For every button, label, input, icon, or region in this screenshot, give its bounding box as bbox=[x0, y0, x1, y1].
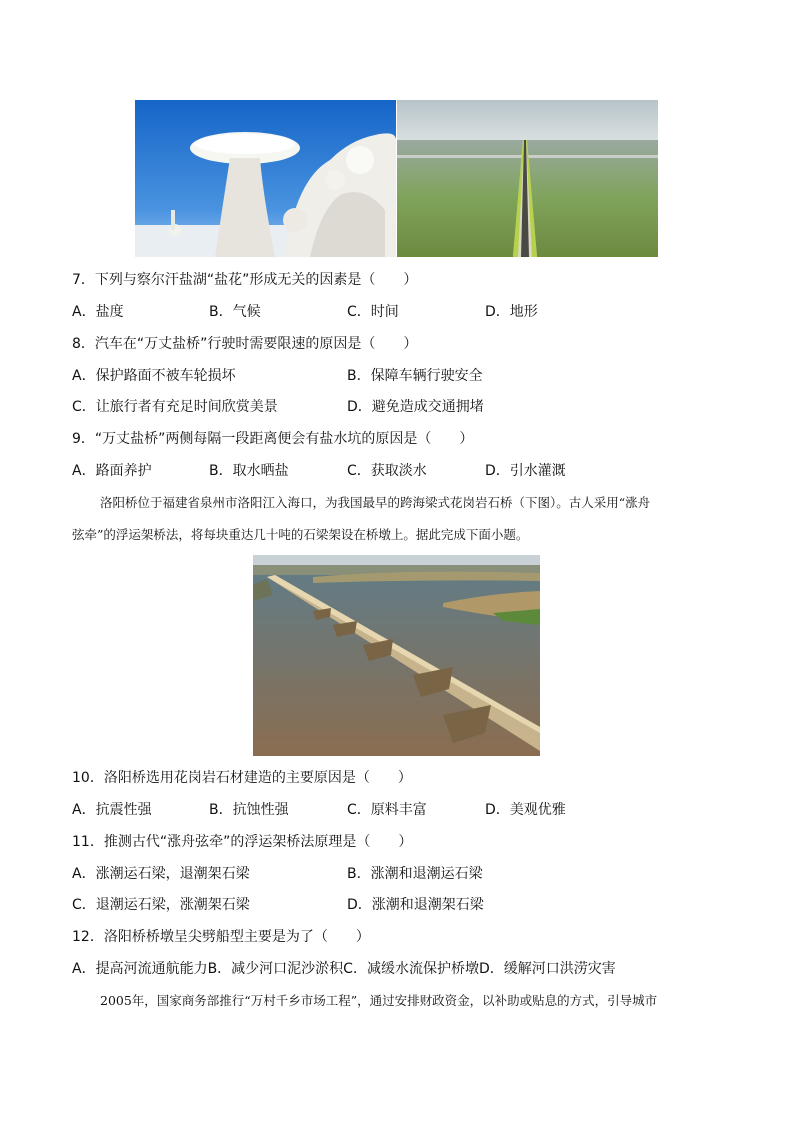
q7-option-a: A．盐度 bbox=[72, 304, 124, 320]
q7-option-d: D．地形 bbox=[485, 304, 538, 320]
q8-option-a: A．保护路面不被车轮损坏 bbox=[72, 368, 236, 384]
q9-option-c: C．获取淡水 bbox=[347, 463, 427, 479]
q7-option-c: C．时间 bbox=[347, 304, 399, 320]
q8-option-b: B．保障车辆行驶安全 bbox=[347, 368, 483, 384]
q11-option-b: B．涨潮和退潮运石梁 bbox=[347, 866, 483, 882]
passage-luoyang-line1: 洛阳桥位于福建省泉州市洛阳江入海口，为我国最早的跨海梁式花岗岩石桥（下图）。古人采用“涨舟 bbox=[100, 495, 651, 510]
q11-option-d: D．涨潮和退潮架石梁 bbox=[347, 897, 484, 913]
q8-option-c: C．让旅行者有充足时间欣赏美景 bbox=[72, 399, 278, 415]
question-8-stem: 8．汽车在“万丈盐桥”行驶时需要限速的原因是（ ） bbox=[72, 336, 418, 352]
q10-option-c: C．原料丰富 bbox=[347, 802, 427, 818]
q11-option-a: A．涨潮运石梁，退潮架石梁 bbox=[72, 866, 250, 882]
question-10-stem: 10．洛阳桥选用花岗岩石材建造的主要原因是（ ） bbox=[72, 770, 412, 786]
passage-luoyang-line2: 弦牵”的浮运架桥法，将每块重达几十吨的石梁架设在桥墩上。据此完成下面小题。 bbox=[72, 527, 529, 542]
q9-option-d: D．引水灌溉 bbox=[485, 463, 566, 479]
question-11-stem: 11．推测古代“涨舟弦牵”的浮运架桥法原理是（ ） bbox=[72, 834, 413, 850]
question-7-stem: 7．下列与察尔汗盐湖“盐花”形成无关的因素是（ ） bbox=[72, 272, 418, 288]
q10-option-a: A．抗震性强 bbox=[72, 802, 152, 818]
q12-options-line: A．提高河流通航能力B．减少河口泥沙淤积C．减缓水流保护桥墩D．缓解河口洪涝灾害 bbox=[72, 961, 616, 977]
salt-flower-photo bbox=[135, 100, 396, 257]
q10-option-b: B．抗蚀性强 bbox=[209, 802, 289, 818]
q11-option-c: C．退潮运石梁，涨潮架石梁 bbox=[72, 897, 250, 913]
luoyang-bridge-photo bbox=[253, 555, 540, 756]
q10-option-d: D．美观优雅 bbox=[485, 802, 566, 818]
passage-market-line1: 2005年，国家商务部推行“万村千乡市场工程”，通过安排财政资金，以补助或贴息的方式，引导城市 bbox=[100, 993, 658, 1008]
q9-option-a: A．路面养护 bbox=[72, 463, 152, 479]
q9-option-b: B．取水晒盐 bbox=[209, 463, 289, 479]
q8-option-d: D．避免造成交通拥堵 bbox=[347, 399, 484, 415]
question-12-stem: 12．洛阳桥桥墩呈尖劈船型主要是为了（ ） bbox=[72, 929, 370, 945]
q7-option-b: B．气候 bbox=[209, 304, 261, 320]
question-9-stem: 9．“万丈盐桥”两侧每隔一段距离便会有盐水坑的原因是（ ） bbox=[72, 431, 474, 447]
salt-lake-bridge-photo bbox=[397, 100, 658, 257]
